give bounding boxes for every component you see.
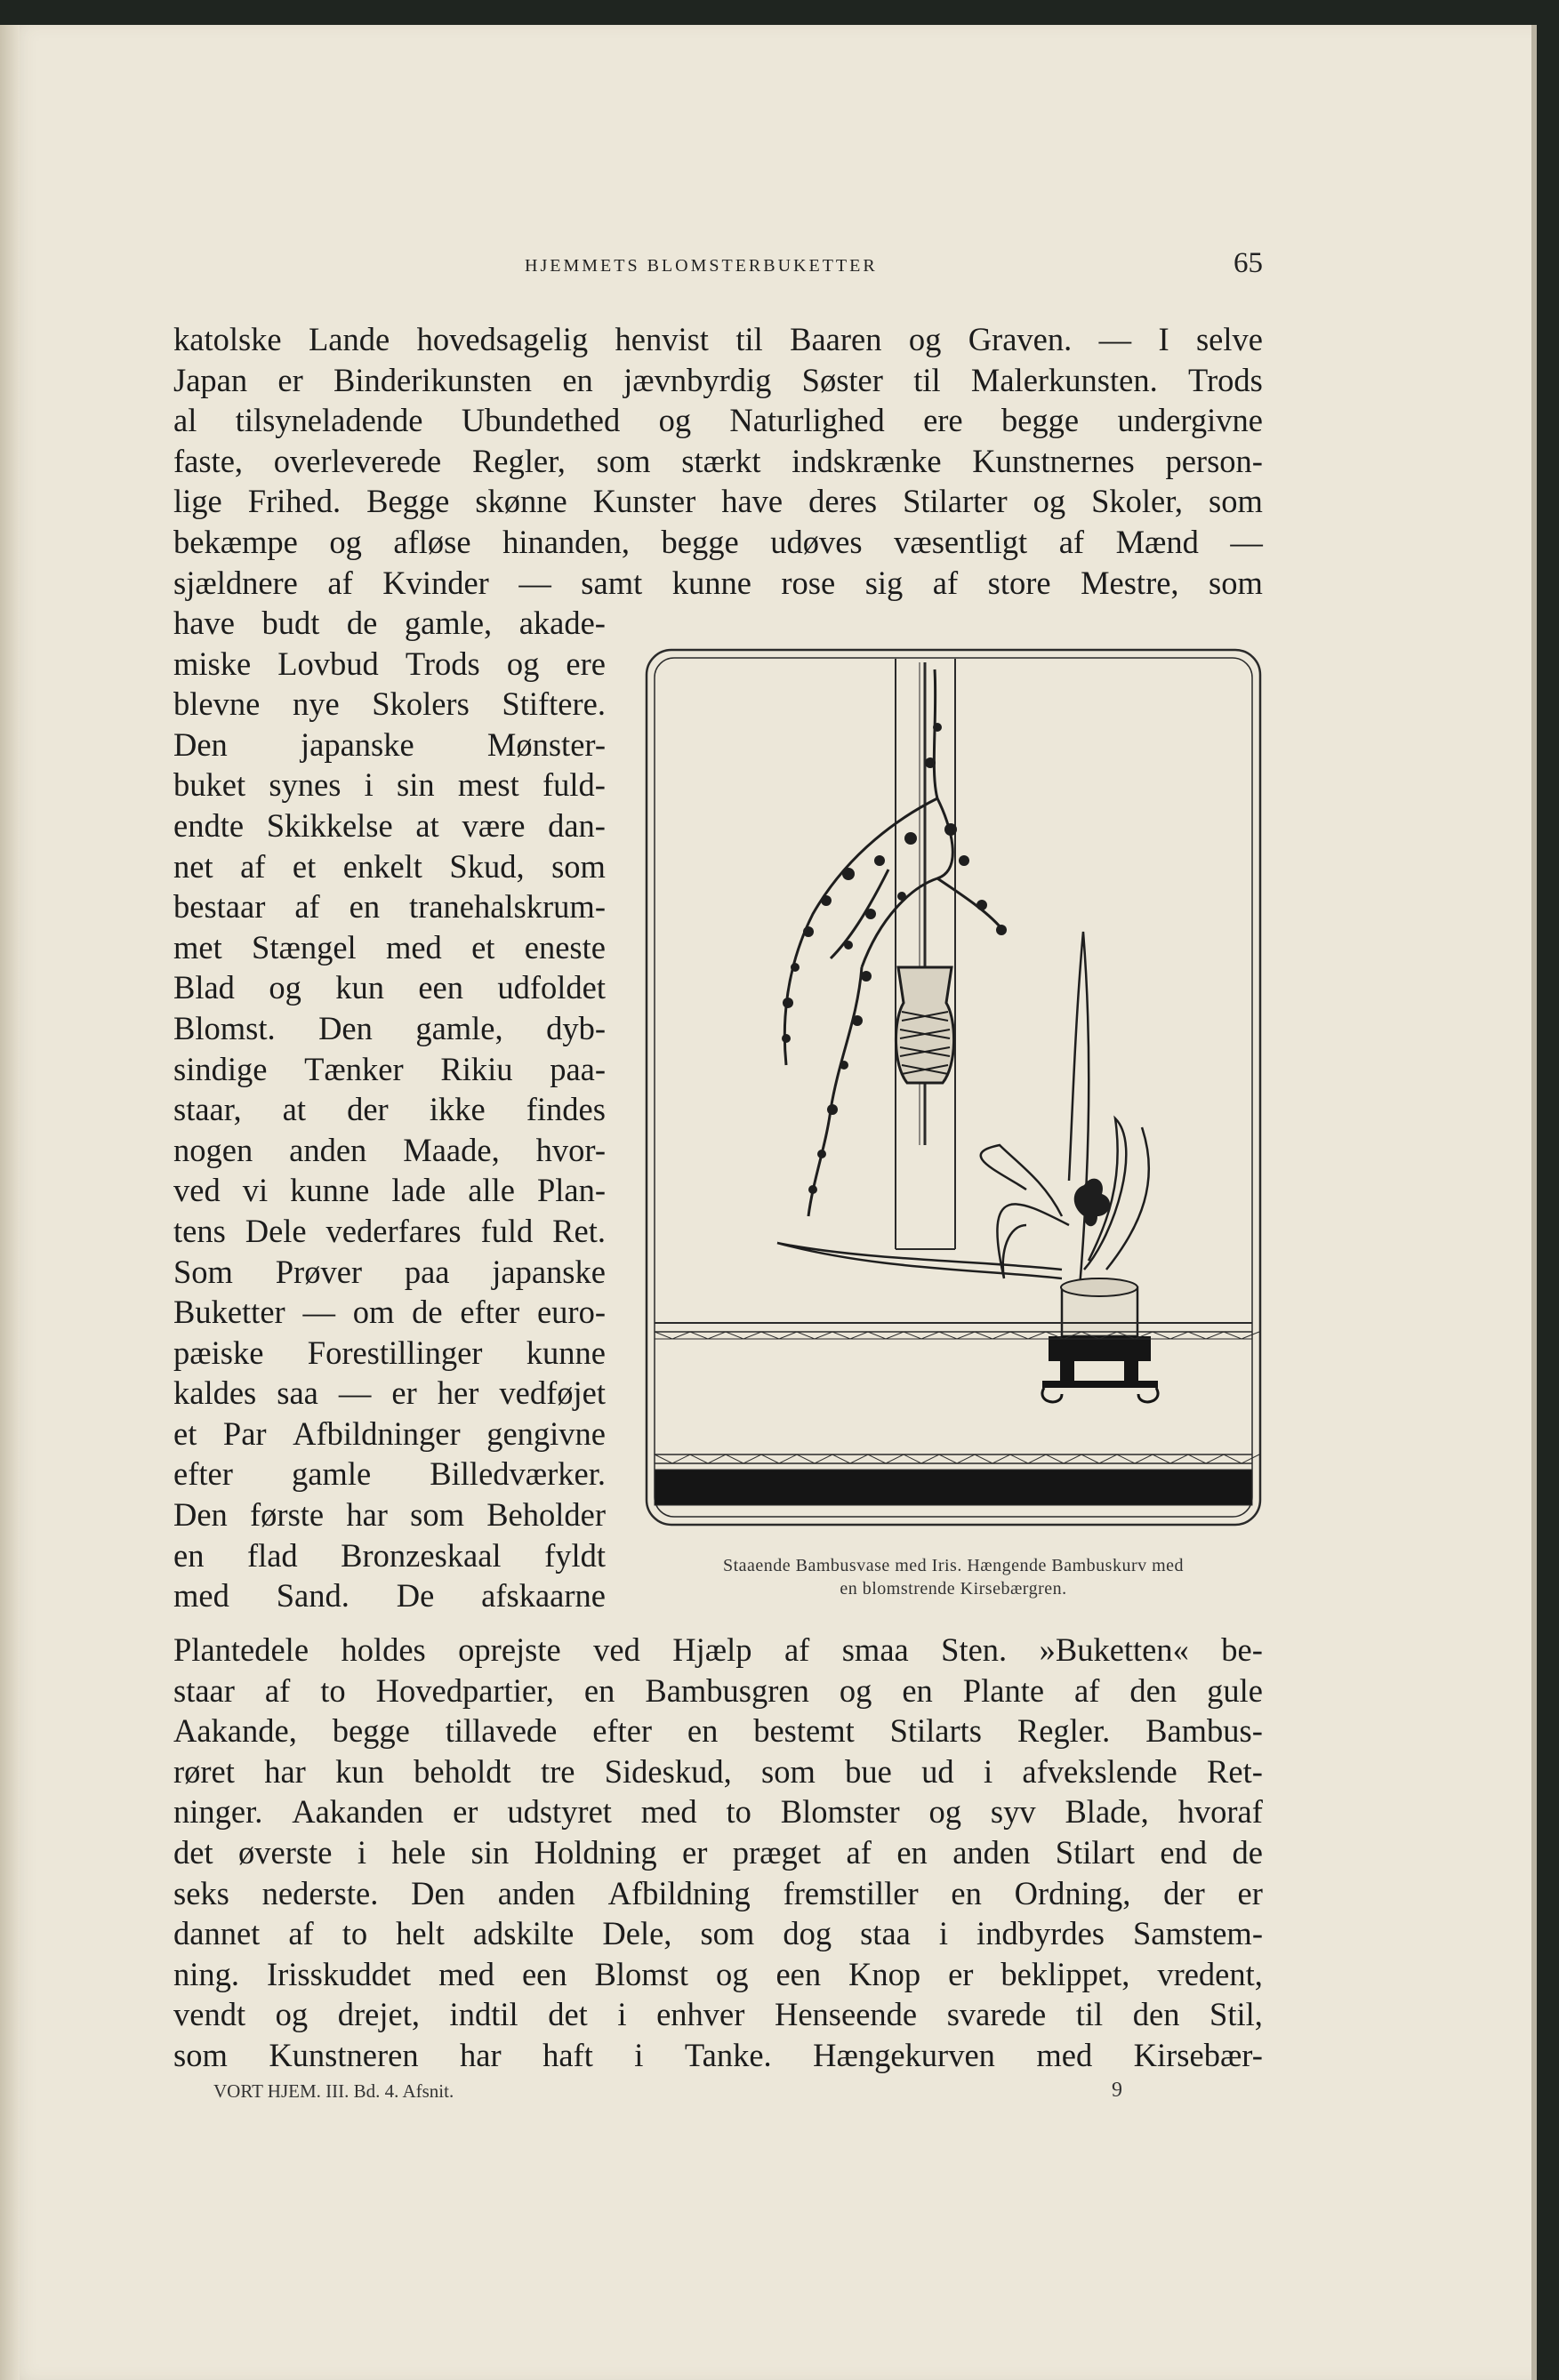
illustration-drawing [644, 647, 1263, 1527]
text-line: efter gamle Billedværker. [173, 1455, 606, 1493]
text-line: bestaar af en tranehalskrum- [173, 888, 606, 926]
hanging-board [896, 659, 955, 1249]
text-line: met Stængel med et eneste [173, 928, 606, 966]
text-line: røret har kun beholdt tre Sideskud, som bue ud i afvekslende Ret- [173, 1752, 1263, 1790]
text-line: miske Lovbud Trods og ere [173, 645, 606, 682]
page-number: 65 [1234, 247, 1263, 279]
book-page [0, 25, 1537, 2380]
text-line: Den første har som Beholder [173, 1496, 606, 1534]
text-line: sindige Tænker Rikiu paa- [173, 1050, 606, 1087]
text-line: ninger. Aakanden er udstyret med to Blomster og syv Blade, hvoraf [173, 1793, 1263, 1831]
text-line: ning. Irisskuddet med een Blomst og een Knop er beklippet, vredent, [173, 1955, 1263, 1992]
text-line: som Kunstneren har haft i Tanke. Hængekurven med Kirsebær- [173, 2036, 1263, 2073]
text-line: net af et enkelt Skud, som [173, 847, 606, 885]
signature-mark: 9 [1112, 2079, 1122, 2102]
text-line: nogen anden Maade, hvor- [173, 1131, 606, 1168]
text-line: det øverste i hele sin Holdning er præget af en anden Stilart end de [173, 1833, 1263, 1871]
text-line: med Sand. De afskaarne [173, 1577, 606, 1615]
publication-info: VORT HJEM. III. Bd. 4. Afsnit. [213, 2080, 454, 2102]
text-line: blevne nye Skolers Stiftere. [173, 685, 606, 723]
text-line: katolske Lande hovedsagelig henvist til Baaren og Graven. — I selve [173, 321, 1263, 357]
body-text-bottom [173, 1630, 1263, 2076]
body-text-wrapped [173, 603, 606, 1616]
text-line: Blomst. Den gamle, dyb- [173, 1009, 606, 1046]
ikebana-illustration [644, 647, 1263, 1527]
text-line: Aakande, begge tillavede efter en bestemt Stilarts Regler. Bambus- [173, 1712, 1263, 1750]
frame-outer [647, 650, 1260, 1525]
text-line: ved vi kunne lade alle Plan- [173, 1172, 606, 1209]
text-line: dannet af to helt adskilte Dele, som dog staa i indbyrdes Samstem- [173, 1915, 1263, 1952]
text-line: staar af to Hovedpartier, en Bambusgren og en Plante af den gule [173, 1671, 1263, 1709]
text-line: lige Frihed. Begge skønne Kunster have deres Stilarter og Skoler, som [173, 483, 1263, 520]
text-line: seks nederste. Den anden Afbildning fremstiller en Ordning, der er [173, 1874, 1263, 1911]
text-line: endte Skikkelse at være dan- [173, 806, 606, 844]
text-line: pæiske Forestillinger kunne [173, 1334, 606, 1371]
page-footer [213, 2080, 1121, 2103]
text-line: faste, overleverede Regler, som stærkt indskrænke Kunstnernes person- [173, 442, 1263, 479]
iris-flower [1074, 1179, 1110, 1227]
text-line: buket synes i sin mest fuld- [173, 766, 606, 804]
text-line: bekæmpe og afløse hinanden, begge udøves væsentligt af Mænd — [173, 523, 1263, 560]
text-line: Plantedele holdes oprejste ved Hjælp af smaa Sten. »Buketten« be- [173, 1631, 1263, 1668]
cherry-branch [784, 669, 1004, 1216]
text-line: have budt de gamle, akade- [173, 605, 606, 641]
text-line: staar, at der ikke findes [173, 1091, 606, 1128]
zigzag-pattern [655, 1332, 1259, 1463]
running-title: HJEMMETS BLOMSTERBUKETTER [525, 256, 878, 276]
text-line: vendt og drejet, indtil det i enhver Henseende svarede til den Stil, [173, 1996, 1263, 2033]
floor-band [655, 1323, 1252, 1505]
text-line: al tilsyneladende Ubundethed og Naturlighed ere begge undergivne [173, 402, 1263, 439]
caption-line: Staaende Bambusvase med Iris. Hængende Bambuskurv med [722, 1556, 1185, 1575]
text-line: et Par Afbildninger gengivne [173, 1414, 606, 1452]
body-text-top [173, 319, 1263, 603]
text-line: en flad Bronzeskaal fyldt [173, 1536, 606, 1574]
text-line: Som Prøver paa japanske [173, 1253, 606, 1290]
text-line: kaldes saa — er her vedføjet [173, 1374, 606, 1412]
text-line: Blad og kun een udfoldet [173, 969, 606, 1006]
vase-stand [1042, 1336, 1158, 1402]
text-line: tens Dele vederfares fuld Ret. [173, 1212, 606, 1249]
hanging-basket [896, 967, 953, 1083]
figure-caption [644, 1554, 1263, 1600]
text-line: Buketter — om de efter euro- [173, 1294, 606, 1331]
bamboo-vase [1061, 1278, 1137, 1336]
page-gutter [0, 25, 20, 2380]
text-line: sjældnere af Kvinder — samt kunne rose sig af store Mestre, som [173, 564, 1263, 601]
caption-line: en blomstrende Kirsebærgren. [840, 1579, 1067, 1599]
text-line: Japan er Binderikunsten en jævnbyrdig Søster til Malerkunsten. Trods [173, 361, 1263, 398]
frame-inner [655, 658, 1252, 1517]
cherry-blossoms [782, 723, 1007, 1194]
page-header [173, 247, 1263, 283]
text-line: Den japanske Mønster- [173, 725, 606, 763]
